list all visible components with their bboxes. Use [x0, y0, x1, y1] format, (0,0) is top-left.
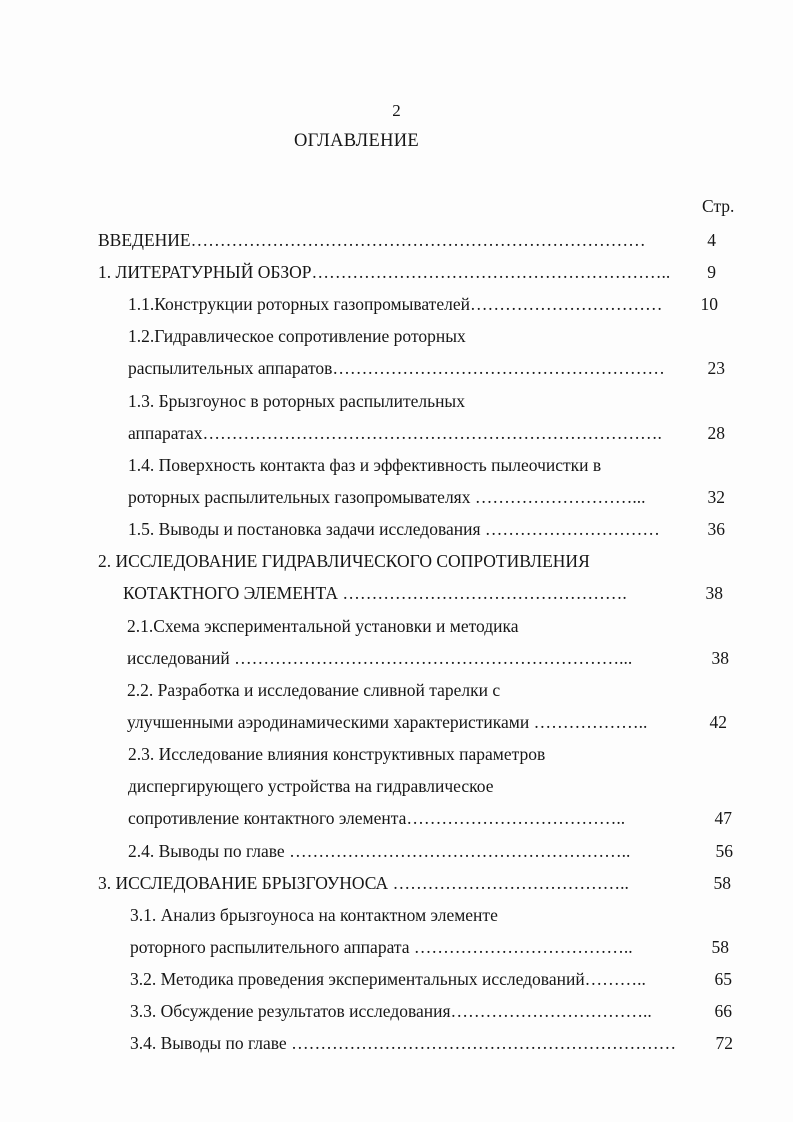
toc-entry-text: 1.2.Гидравлическое сопротивление роторных [128, 326, 466, 346]
toc-entry-page: 28 [707, 423, 725, 443]
toc-entry-text: 1. ЛИТЕРАТУРНЫЙ ОБЗОР…………………………………………………….. [98, 262, 671, 282]
toc-entry-text: 2.2. Разработка и исследование сливной тарелки с [127, 680, 501, 700]
toc-entry-text: 1.4. Поверхность контакта фаз и эффективность пылеочистки в [128, 455, 602, 475]
toc-entry-text: 2.1.Схема экспериментальной установки и методика [127, 616, 519, 636]
toc-entry-text: 3.4. Выводы по главе ………………………………………………………… [130, 1033, 677, 1053]
toc-entry-page: 58 [711, 937, 729, 957]
toc-entry-text: 2.4. Выводы по главе ………………………………………………….. [128, 841, 631, 861]
toc-entry-page: 47 [714, 808, 732, 828]
toc-entry-text: 3.1. Анализ брызгоуноса на контактном элементе [130, 905, 498, 925]
toc-entry-page: 38 [705, 583, 723, 603]
toc-entry-text: КОТАКТНОГО ЭЛЕМЕНТА …………………………………………. [123, 583, 627, 603]
toc-entry-text: 3.3. Обсуждение результатов исследования…………………………….. [130, 1001, 652, 1021]
toc-entry-text: 2. ИССЛЕДОВАНИЕ ГИДРАВЛИЧЕСКОГО СОПРОТИВЛЕНИЯ [98, 551, 590, 571]
toc-entry-page: 42 [709, 712, 727, 732]
toc-entry-text: 2.3. Исследование влияния конструктивных параметров [128, 744, 546, 764]
page-title: ОГЛАВЛЕНИЕ [293, 131, 420, 151]
toc-entry-text: улучшенными аэродинамическими характеристиками ……………….. [127, 712, 648, 732]
toc-entry-page: 4 [707, 230, 716, 250]
toc-entry-page: 65 [714, 969, 732, 989]
pages-column-header: Стр. [702, 196, 735, 216]
toc-entry-page: 23 [707, 358, 725, 378]
toc-entry-text: 3. ИССЛЕДОВАНИЕ БРЫЗГОУНОСА ………………………………….. [98, 873, 629, 893]
toc-entry-page: 56 [715, 841, 733, 861]
toc-entry-text: 3.2. Методика проведения экспериментальных исследований……….. [130, 969, 646, 989]
toc-entry-page: 9 [707, 262, 716, 282]
toc-entry-text: роторных распылительных газопромывателях ………………………... [128, 487, 646, 507]
toc-entry-text: сопротивление контактного элемента……………………………….. [128, 808, 626, 828]
toc-entry-page: 58 [713, 873, 731, 893]
toc-entry-page: 32 [707, 487, 725, 507]
toc-entry-page: 66 [714, 1001, 732, 1021]
toc-entry-text: 1.1.Конструкции роторных газопромывателей…………………………… [128, 294, 663, 314]
toc-entry-page: 38 [711, 648, 729, 668]
toc-entry-text: аппаратах……………………………………………………………………. [128, 423, 662, 443]
toc-entry-text: ВВЕДЕНИЕ…………………………………………………………………… [98, 230, 646, 250]
toc-entry-text: 1.3. Брызгоунос в роторных распылительных [128, 391, 465, 411]
toc-entry-text: 1.5. Выводы и постановка задачи исследования ………………………… [128, 519, 660, 539]
toc-entry-page: 72 [715, 1033, 733, 1053]
page-number: 2 [392, 101, 401, 120]
toc-entry-page: 10 [700, 294, 718, 314]
toc-entry-text: исследований …………………………………………………………... [127, 648, 633, 668]
toc-entry-text: роторного распылительного аппарата ……………………………….. [130, 937, 633, 957]
toc-entry-text: диспергирующего устройства на гидравлическое [128, 776, 494, 796]
toc-entry-page: 36 [707, 519, 725, 539]
toc-entry-text: распылительных аппаратов………………………………………………… [128, 358, 665, 378]
